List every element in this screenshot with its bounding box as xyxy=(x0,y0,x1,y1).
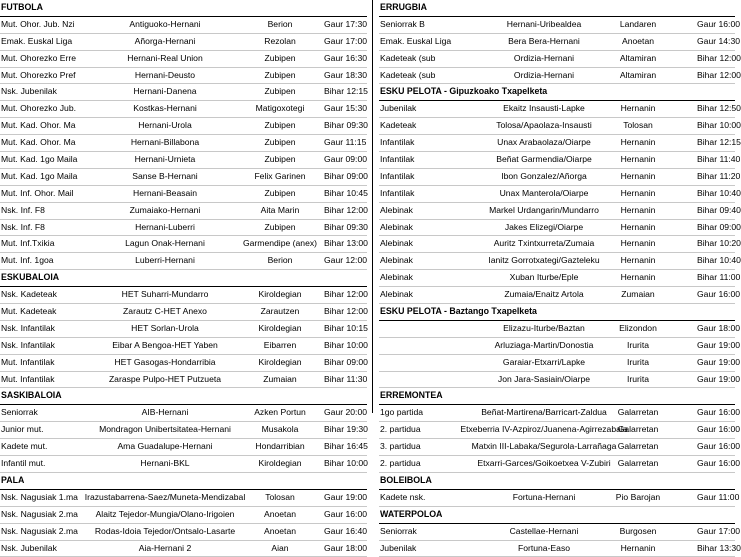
match-cell: Jon Jara-Sasiain/Oiarpe xyxy=(449,372,639,388)
category-cell: Nsk. Infantilak xyxy=(1,338,69,354)
schedule-row xyxy=(0,490,367,507)
venue-cell: Anoetan xyxy=(240,507,320,523)
time-cell: Gaur 12:00 xyxy=(324,253,368,269)
match-cell: Eibar A Bengoa-HET Yaben xyxy=(70,338,260,354)
category-cell: Kadete nsk. xyxy=(380,490,448,506)
time-cell: Bihar 13:00 xyxy=(324,236,368,252)
schedule-row xyxy=(379,422,735,439)
schedule-row xyxy=(0,169,367,186)
time-cell: Gaur 20:00 xyxy=(324,405,368,421)
schedule-row xyxy=(379,524,735,541)
time-cell: Gaur 16:00 xyxy=(697,287,735,303)
match-cell: Castellae-Hernani xyxy=(449,524,639,540)
match-cell: Lagun Onak-Hernani xyxy=(70,236,260,252)
schedule-row xyxy=(379,541,735,557)
schedule-row xyxy=(379,17,735,34)
time-cell: Bihar 10:00 xyxy=(324,456,368,472)
category-cell: Mut. Kad. 1go Maila xyxy=(1,169,69,185)
time-cell: Gaur 16:00 xyxy=(697,439,735,455)
category-cell: Mut. Kad. Ohor. Ma xyxy=(1,135,69,151)
match-cell: Fortuna-Hernani xyxy=(449,490,639,506)
category-cell: Junior mut. xyxy=(1,422,69,438)
section-header: ERRUGBIA xyxy=(379,0,735,17)
section-header: ESKUBALOIA xyxy=(0,270,367,287)
schedule-row xyxy=(0,118,367,135)
time-cell: Bihar 13:30 xyxy=(697,541,735,557)
schedule-row xyxy=(379,405,735,422)
venue-cell: Irurita xyxy=(579,372,697,388)
match-cell: Irazustabarrena-Saez/Muneta-Mendizabal xyxy=(70,490,260,506)
category-cell: Seniorrak xyxy=(380,524,448,540)
category-cell: Jubenilak xyxy=(380,541,448,557)
venue-cell: Zubipen xyxy=(240,152,320,168)
category-cell: Alebinak xyxy=(380,220,448,236)
schedule-row xyxy=(0,541,367,557)
venue-cell: Zubipen xyxy=(240,68,320,84)
match-cell: HET Suharri-Mundarro xyxy=(70,287,260,303)
time-cell: Bihar 10:20 xyxy=(697,236,735,252)
match-cell: Zaraspe Pulpo-HET Putzueta xyxy=(70,372,260,388)
venue-cell: Kiroldegian xyxy=(240,355,320,371)
schedule-row xyxy=(0,524,367,541)
schedule-row xyxy=(379,152,735,169)
schedule-row xyxy=(379,355,735,372)
venue-cell: Zumaian xyxy=(579,287,697,303)
match-cell: Rodas-Idoia Tejedor/Ontsalo-Lasarte xyxy=(70,524,260,540)
schedule-row xyxy=(379,203,735,220)
venue-cell: Altamiran xyxy=(579,51,697,67)
category-cell: 3. partidua xyxy=(380,439,448,455)
venue-cell: Felix Garinen xyxy=(240,169,320,185)
schedule-row xyxy=(0,456,367,473)
time-cell: Bihar 10:40 xyxy=(697,253,735,269)
category-cell: Nsk. Infantilak xyxy=(1,321,69,337)
schedule-row xyxy=(379,68,735,85)
schedule-row xyxy=(379,253,735,270)
time-cell: Bihar 09:30 xyxy=(324,118,368,134)
schedule-row xyxy=(379,135,735,152)
category-cell: Alebinak xyxy=(380,203,448,219)
category-cell: Nsk. Nagusiak 2.ma xyxy=(1,524,69,540)
schedule-row xyxy=(0,186,367,203)
schedule-row xyxy=(0,220,367,237)
section-header: PALA xyxy=(0,473,367,490)
match-cell: AIB-Hernani xyxy=(70,405,260,421)
match-cell: Ibon Gonzalez/Añorga xyxy=(449,169,639,185)
category-cell: Infantilak xyxy=(380,135,448,151)
time-cell: Gaur 11:15 xyxy=(324,135,368,151)
venue-cell: Kiroldegian xyxy=(240,287,320,303)
match-cell: Xuban Iturbe/Eple xyxy=(449,270,639,286)
venue-cell: Eibarren xyxy=(240,338,320,354)
schedule-row xyxy=(0,68,367,85)
time-cell: Gaur 19:00 xyxy=(697,355,735,371)
category-cell: Emak. Euskal Liga xyxy=(1,34,69,50)
match-cell: Hernani-Danena xyxy=(70,84,260,100)
time-cell: Bihar 12:00 xyxy=(324,304,368,320)
match-cell: Sanse B-Hernani xyxy=(70,169,260,185)
section-header: WATERPOLOA xyxy=(379,507,735,524)
venue-cell: Musakola xyxy=(240,422,320,438)
category-cell: Mut. Inf. Ohor. Mail xyxy=(1,186,69,202)
match-cell: Ianitz Gorrotxategi/Gazteleku xyxy=(449,253,639,269)
schedule-row xyxy=(379,321,735,338)
category-cell: Alebinak xyxy=(380,270,448,286)
time-cell: Gaur 16:30 xyxy=(324,51,368,67)
match-cell: Elizazu-Iturbe/Baztan xyxy=(449,321,639,337)
left-schedule-column xyxy=(0,0,367,413)
venue-cell: Hernanin xyxy=(579,135,697,151)
time-cell: Gaur 16:40 xyxy=(324,524,368,540)
venue-cell: Anoetan xyxy=(240,524,320,540)
match-cell: Antiguoko-Hernani xyxy=(70,17,260,33)
time-cell: Bihar 10:15 xyxy=(324,321,368,337)
venue-cell: Galarretan xyxy=(579,439,697,455)
category-cell: Alebinak xyxy=(380,287,448,303)
match-cell: Beñat Garmendia/Oiarpe xyxy=(449,152,639,168)
match-cell: Luberri-Hernani xyxy=(70,253,260,269)
schedule-row xyxy=(0,439,367,456)
category-cell: Mut. Ohorezko Pref xyxy=(1,68,69,84)
venue-cell: Hernanin xyxy=(579,541,697,557)
schedule-row xyxy=(0,152,367,169)
column-divider xyxy=(372,0,373,413)
venue-cell: Hernanin xyxy=(579,220,697,236)
time-cell: Bihar 09:30 xyxy=(324,220,368,236)
time-cell: Bihar 11:30 xyxy=(324,372,368,388)
time-cell: Gaur 16:00 xyxy=(697,405,735,421)
category-cell: Mut. Kad. Ohor. Ma xyxy=(1,118,69,134)
schedule-row xyxy=(0,422,367,439)
section-header: BOLEIBOLA xyxy=(379,473,735,490)
category-cell: Nsk. Inf. F8 xyxy=(1,220,69,236)
match-cell: Beñat-Martirena/Barricart-Zaldua xyxy=(449,405,639,421)
venue-cell: Burgosen xyxy=(579,524,697,540)
venue-cell: Berion xyxy=(240,17,320,33)
venue-cell: Elizondon xyxy=(579,321,697,337)
match-cell: Kostkas-Hernani xyxy=(70,101,260,117)
time-cell: Gaur 16:00 xyxy=(324,507,368,523)
match-cell: Zumaiako-Hernani xyxy=(70,203,260,219)
time-cell: Gaur 14:30 xyxy=(697,34,735,50)
right-schedule-column xyxy=(379,0,735,413)
time-cell: Bihar 12:00 xyxy=(697,68,735,84)
match-cell: Garaiar-Etxarri/Lapke xyxy=(449,355,639,371)
time-cell: Bihar 09:40 xyxy=(697,203,735,219)
venue-cell: Aian xyxy=(240,541,320,557)
schedule-row xyxy=(379,118,735,135)
venue-cell: Tolosan xyxy=(579,118,697,134)
section-header: SASKIBALOIA xyxy=(0,388,367,405)
time-cell: Gaur 15:30 xyxy=(324,101,368,117)
match-cell: Ama Guadalupe-Hernani xyxy=(70,439,260,455)
time-cell: Gaur 17:00 xyxy=(324,34,368,50)
schedule-row xyxy=(379,101,735,118)
match-cell: Ordizia-Hernani xyxy=(449,51,639,67)
category-cell: Alebinak xyxy=(380,236,448,252)
match-cell: Hernani-BKL xyxy=(70,456,260,472)
category-cell: Nsk. Inf. F8 xyxy=(1,203,69,219)
venue-cell: Berion xyxy=(240,253,320,269)
match-cell: Jakes Elizegi/Oiarpe xyxy=(449,220,639,236)
time-cell: Bihar 19:30 xyxy=(324,422,368,438)
schedule-row xyxy=(0,287,367,304)
category-cell: Mut. Ohorezko Erre xyxy=(1,51,69,67)
match-cell: HET Sorlan-Urola xyxy=(70,321,260,337)
category-cell: Kadeteak xyxy=(380,118,448,134)
venue-cell: Galarretan xyxy=(579,422,697,438)
time-cell: Bihar 12:00 xyxy=(324,203,368,219)
schedule-row xyxy=(379,456,735,473)
venue-cell: Hernanin xyxy=(579,169,697,185)
match-cell: Bera Bera-Hernani xyxy=(449,34,639,50)
venue-cell: Landaren xyxy=(579,17,697,33)
match-cell: Alaitz Tejedor-Mungia/Olano-Irigoien xyxy=(70,507,260,523)
schedule-row xyxy=(379,220,735,237)
section-header: FUTBOLA xyxy=(0,0,367,17)
schedule-row xyxy=(0,321,367,338)
time-cell: Gaur 17:00 xyxy=(697,524,735,540)
category-cell: Mut. Infantilak xyxy=(1,355,69,371)
time-cell: Bihar 16:45 xyxy=(324,439,368,455)
schedule-row xyxy=(0,17,367,34)
section-header: ERREMONTEA xyxy=(379,388,735,405)
category-cell: Kadeteak (sub xyxy=(380,51,448,67)
category-cell: 2. partidua xyxy=(380,456,448,472)
schedule-row xyxy=(0,135,367,152)
venue-cell: Zubipen xyxy=(240,186,320,202)
category-cell: Seniorrak xyxy=(1,405,69,421)
time-cell: Bihar 11:00 xyxy=(697,270,735,286)
category-cell: Infantilak xyxy=(380,169,448,185)
category-cell: Mut. Inf. 1goa xyxy=(1,253,69,269)
match-cell: Zarautz C-HET Anexo xyxy=(70,304,260,320)
schedule-row xyxy=(0,203,367,220)
venue-cell: Galarretan xyxy=(579,405,697,421)
venue-cell: Zumaian xyxy=(240,372,320,388)
venue-cell: Zarautzen xyxy=(240,304,320,320)
match-cell: Zumaia/Enaitz Artola xyxy=(449,287,639,303)
venue-cell: Zubipen xyxy=(240,118,320,134)
category-cell: Nsk. Jubenilak xyxy=(1,541,69,557)
match-cell: Hernani-Deusto xyxy=(70,68,260,84)
venue-cell: Hernanin xyxy=(579,236,697,252)
time-cell: Bihar 10:40 xyxy=(697,186,735,202)
schedule-row xyxy=(0,338,367,355)
category-cell: Mut. Infantilak xyxy=(1,372,69,388)
venue-cell: Anoetan xyxy=(579,34,697,50)
venue-cell: Hernanin xyxy=(579,203,697,219)
category-cell: 2. partidua xyxy=(380,422,448,438)
schedule-row xyxy=(379,338,735,355)
schedule-row xyxy=(0,101,367,118)
category-cell: Mut. Kad. 1go Maila xyxy=(1,152,69,168)
venue-cell: Hernanin xyxy=(579,270,697,286)
match-cell: Matxin III-Labaka/Segurola-Larrañaga xyxy=(449,439,639,455)
time-cell: Gaur 19:00 xyxy=(697,338,735,354)
section-header: ESKU PELOTA - Gipuzkoako Txapelketa xyxy=(379,84,735,101)
schedule-row xyxy=(0,51,367,68)
venue-cell: Hernanin xyxy=(579,152,697,168)
venue-cell: Irurita xyxy=(579,338,697,354)
time-cell: Bihar 12:00 xyxy=(697,51,735,67)
time-cell: Gaur 18:30 xyxy=(324,68,368,84)
time-cell: Bihar 11:40 xyxy=(697,152,735,168)
time-cell: Gaur 19:00 xyxy=(324,490,368,506)
venue-cell: Hernanin xyxy=(579,186,697,202)
time-cell: Gaur 16:00 xyxy=(697,456,735,472)
schedule-row xyxy=(379,236,735,253)
category-cell: Mut. Kadeteak xyxy=(1,304,69,320)
match-cell: Hernani-Urola xyxy=(70,118,260,134)
match-cell: Unax Manterola/Oiarpe xyxy=(449,186,639,202)
time-cell: Bihar 12:00 xyxy=(324,287,368,303)
venue-cell: Zubipen xyxy=(240,84,320,100)
match-cell: Hernani-Luberri xyxy=(70,220,260,236)
match-cell: Ekaitz Insausti-Lapke xyxy=(449,101,639,117)
category-cell: Infantilak xyxy=(380,152,448,168)
match-cell: HET Gasogas-Hondarribia xyxy=(70,355,260,371)
schedule-row xyxy=(0,34,367,51)
venue-cell: Galarretan xyxy=(579,456,697,472)
venue-cell: Hernanin xyxy=(579,101,697,117)
category-cell: Mut. Ohor. Jub. Nzi xyxy=(1,17,69,33)
time-cell: Bihar 10:00 xyxy=(324,338,368,354)
category-cell: Kadete mut. xyxy=(1,439,69,455)
time-cell: Gaur 16:00 xyxy=(697,17,735,33)
venue-cell: Irurita xyxy=(579,355,697,371)
category-cell: 1go partida xyxy=(380,405,448,421)
match-cell: Arluziaga-Martin/Donostia xyxy=(449,338,639,354)
category-cell: Infantilak xyxy=(380,186,448,202)
category-cell: Emak. Euskal Liga xyxy=(380,34,448,50)
category-cell: Nsk. Jubenilak xyxy=(1,84,69,100)
schedule-row xyxy=(379,169,735,186)
venue-cell: Zubipen xyxy=(240,220,320,236)
venue-cell: Kiroldegian xyxy=(240,456,320,472)
time-cell: Bihar 10:45 xyxy=(324,186,368,202)
schedule-row xyxy=(0,253,367,270)
time-cell: Bihar 10:00 xyxy=(697,118,735,134)
category-cell: Seniorrak B xyxy=(380,17,448,33)
schedule-row xyxy=(379,51,735,68)
time-cell: Gaur 09:00 xyxy=(324,152,368,168)
time-cell: Bihar 09:00 xyxy=(324,355,368,371)
venue-cell: Azken Portun xyxy=(240,405,320,421)
match-cell: Auritz Txintxurreta/Zumaia xyxy=(449,236,639,252)
schedule-row xyxy=(0,304,367,321)
match-cell: Hernani-Uribealdea xyxy=(449,17,639,33)
schedule-row xyxy=(0,507,367,524)
time-cell: Gaur 18:00 xyxy=(324,541,368,557)
schedule-row xyxy=(379,34,735,51)
section-header: ESKU PELOTA - Baztango Txapelketa xyxy=(379,304,735,321)
venue-cell: Rezolan xyxy=(240,34,320,50)
category-cell: Infantil mut. xyxy=(1,456,69,472)
match-cell: Etxarri-Garces/Goikoetxea V-Zubiri xyxy=(449,456,639,472)
schedule-row xyxy=(0,405,367,422)
category-cell: Nsk. Kadeteak xyxy=(1,287,69,303)
time-cell: Bihar 12:15 xyxy=(697,135,735,151)
venue-cell: Aita Marin xyxy=(240,203,320,219)
venue-cell: Hernanin xyxy=(579,253,697,269)
time-cell: Bihar 12:15 xyxy=(324,84,368,100)
time-cell: Gaur 16:00 xyxy=(697,422,735,438)
time-cell: Gaur 17:30 xyxy=(324,17,368,33)
schedule-row xyxy=(0,236,367,253)
schedule-row xyxy=(0,84,367,101)
time-cell: Bihar 11:20 xyxy=(697,169,735,185)
match-cell: Markel Urdangarin/Mundarro xyxy=(449,203,639,219)
category-cell: Alebinak xyxy=(380,253,448,269)
venue-cell: Pio Barojan xyxy=(579,490,697,506)
category-cell: Mut. Ohorezko Jub. xyxy=(1,101,69,117)
time-cell: Gaur 18:00 xyxy=(697,321,735,337)
schedule-row xyxy=(379,439,735,456)
match-cell: Aia-Hernani 2 xyxy=(70,541,260,557)
match-cell: Mondragon Unibertsitatea-Hernani xyxy=(70,422,260,438)
schedule-row xyxy=(379,287,735,304)
match-cell: Unax Arabaolaza/Oiarpe xyxy=(449,135,639,151)
venue-cell: Matigoxotegi xyxy=(240,101,320,117)
venue-cell: Hondarribian xyxy=(240,439,320,455)
schedule-row xyxy=(379,186,735,203)
match-cell: Añorga-Hernani xyxy=(70,34,260,50)
time-cell: Gaur 19:00 xyxy=(697,372,735,388)
time-cell: Bihar 09:00 xyxy=(697,220,735,236)
venue-cell: Altamiran xyxy=(579,68,697,84)
match-cell: Hernani-Billabona xyxy=(70,135,260,151)
schedule-row xyxy=(379,270,735,287)
time-cell: Bihar 12:50 xyxy=(697,101,735,117)
category-cell: Nsk. Nagusiak 2.ma xyxy=(1,507,69,523)
match-cell: Ordizia-Hernani xyxy=(449,68,639,84)
venue-cell: Tolosan xyxy=(240,490,320,506)
match-cell: Fortuna-Easo xyxy=(449,541,639,557)
match-cell: Hernani-Urnieta xyxy=(70,152,260,168)
category-cell: Kadeteak (sub xyxy=(380,68,448,84)
match-cell: Hernani-Real Union xyxy=(70,51,260,67)
match-cell: Hernani-Beasain xyxy=(70,186,260,202)
venue-cell: Garmendipe (anex) xyxy=(240,236,320,252)
venue-cell: Zubipen xyxy=(240,135,320,151)
category-cell: Nsk. Nagusiak 1.ma xyxy=(1,490,69,506)
schedule-row xyxy=(0,355,367,372)
category-cell: Jubenilak xyxy=(380,101,448,117)
match-cell: Tolosa/Apaolaza-Insausti xyxy=(449,118,639,134)
schedule-row xyxy=(379,372,735,389)
category-cell: Mut. Inf.Txikia xyxy=(1,236,69,252)
time-cell: Gaur 11:00 xyxy=(697,490,735,506)
match-cell: Etxeberria IV-Azpiroz/Juanena-Agirrezabala xyxy=(449,422,639,438)
venue-cell: Zubipen xyxy=(240,51,320,67)
venue-cell: Kiroldegian xyxy=(240,321,320,337)
schedule-row xyxy=(379,490,735,507)
time-cell: Bihar 09:00 xyxy=(324,169,368,185)
schedule-row xyxy=(0,372,367,389)
